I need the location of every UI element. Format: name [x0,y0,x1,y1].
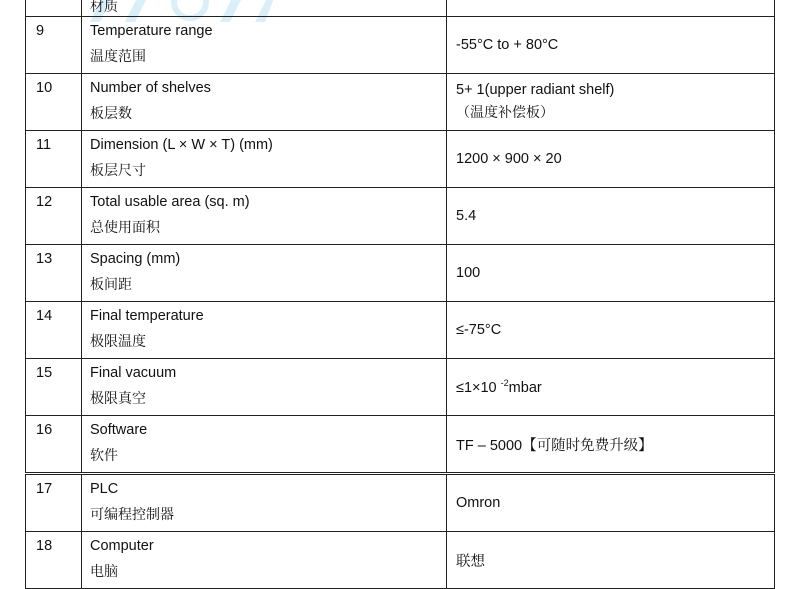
value: TF – 5000【可随时免费升级】 [447,416,775,473]
table-row [26,416,775,473]
row-number: 9 [26,17,82,74]
param-zh: 板层尺寸 [90,163,146,179]
param-zh: 材质 [90,0,118,15]
value-cell [447,0,775,17]
param-en: Final vacuum [90,365,177,381]
value-cell [447,74,775,131]
row-number: 18 [26,532,82,589]
param-zh: 温度范围 [90,49,146,65]
param-zh: 板间距 [90,277,132,293]
value: ≤-75°C [447,302,775,359]
param-zh: 电脑 [90,564,118,580]
param-cell [82,475,447,532]
param-en: Number of shelves [90,80,211,96]
param-cell [82,302,447,359]
table-row [26,302,775,359]
value: 1200 × 900 × 20 [447,131,775,188]
param-en: Dimension (L × W × T) (mm) [90,137,273,153]
param-cell [82,188,447,245]
value: -55°C to + 80°C [447,17,775,74]
param-en: PLC [90,481,119,497]
param-zh: 极限温度 [90,334,146,350]
param-en: Computer [90,538,154,554]
row-number: 15 [26,359,82,416]
row-number: 14 [26,302,82,359]
row-number: 12 [26,188,82,245]
value-unit: mbar [508,380,542,396]
row-number: 11 [26,131,82,188]
table-row [26,188,775,245]
param-cell [82,74,447,131]
value: 5.4 [447,188,775,245]
param-zh: 极限真空 [90,391,146,407]
table-row [26,475,775,532]
table-row [26,245,775,302]
param-zh: 板层数 [90,106,132,122]
value: Omron [447,475,775,532]
param-cell [82,416,447,473]
param-zh: 软件 [90,448,118,464]
row-number-cell [26,0,82,17]
row-number: 17 [26,475,82,532]
param-en: Final temperature [90,308,204,324]
value: 联想 [447,532,775,589]
param-en: Total usable area (sq. m) [90,194,250,210]
table-row [26,131,775,188]
table-row [26,359,775,416]
table-row [26,0,775,17]
row-number: 13 [26,245,82,302]
param-cell [82,0,447,17]
param-en: Software [90,422,148,438]
param-cell [82,17,447,74]
value-cell [447,359,775,416]
param-cell [82,245,447,302]
table-row [26,74,775,131]
param-en: Spacing (mm) [90,251,181,267]
value-exponent: -2 [500,378,509,388]
value-zh: （温度补偿板） [456,105,554,121]
value: 100 [447,245,775,302]
spec-table-1 [25,0,775,473]
param-cell [82,532,447,589]
row-number: 16 [26,416,82,473]
value: 5+ 1(upper radiant shelf) [456,82,615,98]
param-zh: 总使用面积 [90,220,160,236]
row-number: 10 [26,74,82,131]
param-en: Temperature range [90,23,213,39]
table-row [26,17,775,74]
table-row [26,532,775,589]
param-cell [82,359,447,416]
spec-table-2 [25,474,775,589]
param-zh: 可编程控制器 [90,507,174,523]
param-cell [82,131,447,188]
value-prefix: ≤1×10 [456,380,501,396]
